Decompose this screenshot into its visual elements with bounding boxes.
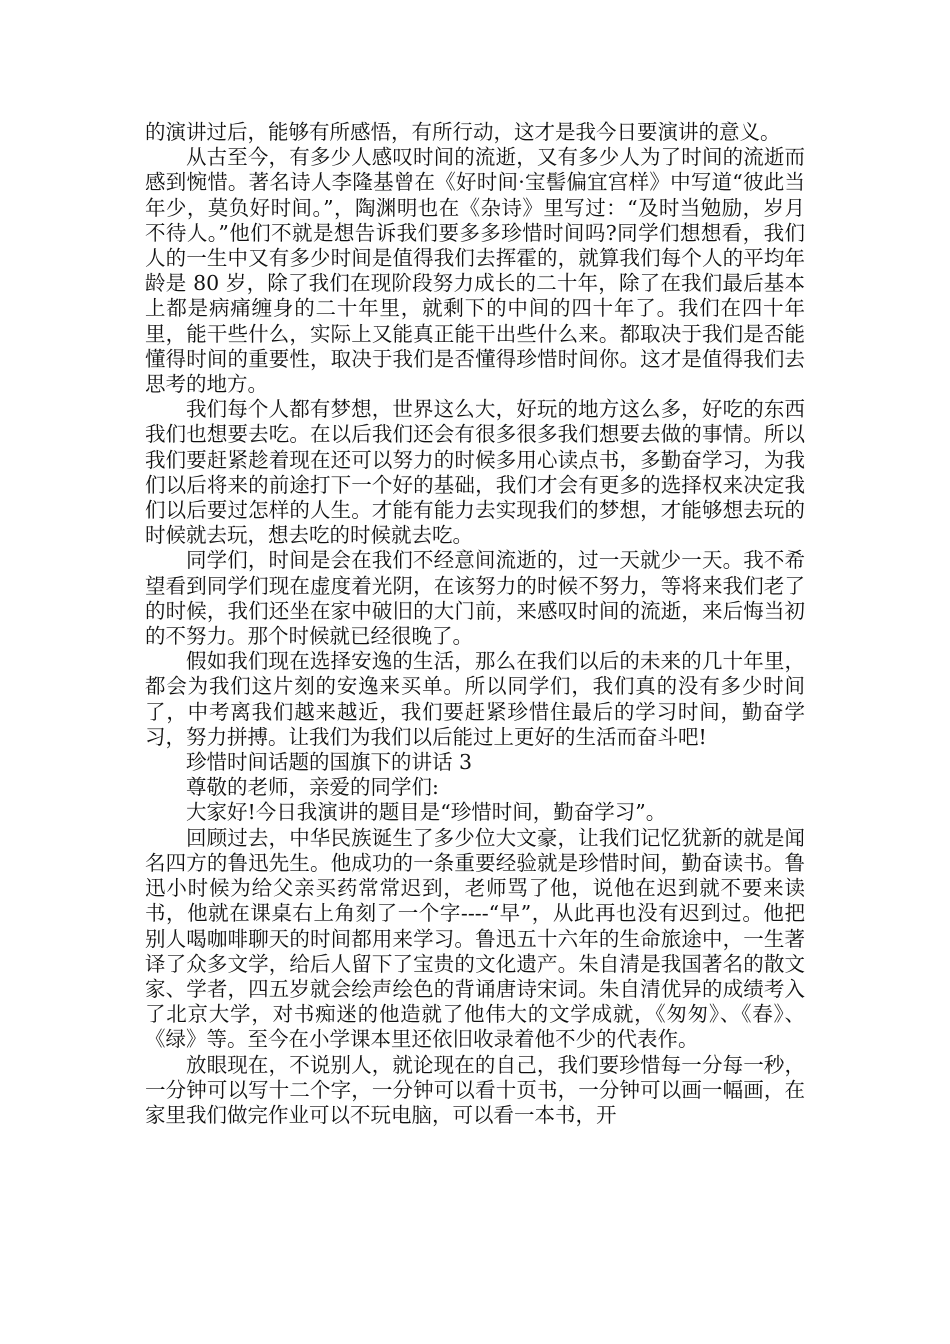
section-title: 珍惜时间话题的国旗下的讲话 3 [186, 750, 473, 775]
paragraph-4: 同学们，时间是会在我们不经意间流逝的，过一天就少一天。我不希望看到同学们现在虚度着光阴，在该努力的时候不努力，等将来我们老了的时候，我们还坐在家中破旧的大门前，来感叹时间的流逝，来后悔当初的不努力。那个时候就已经很晚了。 [145, 548, 805, 649]
document-body [145, 120, 805, 1128]
paragraph-5: 假如我们现在选择安逸的生活，那么在我们以后的未来的几十年里，都会为我们这片刻的安逸来买单。所以同学们，我们真的没有多少时间了，中考离我们越来越近，我们要赶紧珍惜住最后的学习时间，勤奋学习，努力拼搏。让我们为我们以后能过上更好的生活而奋斗吧! [145, 649, 805, 749]
paragraph-3: 我们每个人都有梦想，世界这么大，好玩的地方这么多，好吃的东西我们也想要去吃。在以后我们还会有很多很多我们想要去做的事情。所以我们要赶紧趁着现在还可以努力的时候多用心读点书，多勤奋学习，为我们以后将来的前途打下一个好的基础，我们才会有更多的选择权来决定我们以后要过怎样的人生。才能有能力去实现我们的梦想，才能够想去玩的时候就去玩，想去吃的时候就去吃。 [145, 397, 805, 548]
greeting: 大家好!今日我演讲的题目是“珍惜时间，勤奋学习”。 [186, 800, 667, 825]
paragraph-2: 从古至今，有多少人感叹时间的流逝，又有多少人为了时间的流逝而感到惋惜。著名诗人李隆基曾在《好时间·宝髻偏宜宫样》中写道“彼此当年少，莫负好时间。”，陶渊明也在《杂诗》里写过：“及时当勉励，岁月不待人。”他们不就是想告诉我们要多多珍惜时间吗?同学们想想看，我们人的一生中又有多少时间是值得我们去挥霍的，就算我们每个人的平均年龄是 80 岁，除了我们在现阶段努力成长的二十年，除了在我们最后基本上都是病痛缠身的二十年里，就剩下的中间的四十年了。我们在四十年里，能干些什么，实际上又能真正能干出些什么来。都取决于我们是否能懂得时间的重要性，取决于我们是否懂得珍惜时间你。这才是值得我们去思考的地方。 [145, 145, 805, 397]
paragraph-1: 的演讲过后，能够有所感悟，有所行动，这才是我今日要演讲的意义。 [145, 120, 781, 144]
paragraph-7: 放眼现在，不说别人，就论现在的自己，我们要珍惜每一分每一秒，一分钟可以写十二个字，一分钟可以看十页书，一分钟可以画一幅画，在家里我们做完作业可以不玩电脑，可以看一本书，开 [145, 1052, 805, 1127]
salutation: 尊敬的老师，亲爱的同学们: [186, 775, 439, 800]
paragraph-6: 回顾过去，中华民族诞生了多少位大文豪，让我们记忆犹新的就是闻名四方的鲁迅先生。他成功的一条重要经验就是珍惜时间，勤奋读书。鲁迅小时候为给父亲买药常常迟到，老师骂了他，说他在迟到就不要来读书，他就在课桌右上角刻了一个字----“早”，从此再也没有迟到过。他把别人喝咖啡聊天的时间都用来学习。鲁迅五十六年的生命旅途中，一生著译了众多文学，给后人留下了宝贵的文化遗产。朱自清是我国著名的散文家、学者，四五岁就会绘声绘色的背诵唐诗宋词。朱自清优异的成绩考入了北京大学，对书痴迷的他造就了他伟大的文学成就，《匆匆》、《春》、《绿》等。至今在小学课本里还依旧收录着他不少的代表作。 [145, 825, 805, 1052]
